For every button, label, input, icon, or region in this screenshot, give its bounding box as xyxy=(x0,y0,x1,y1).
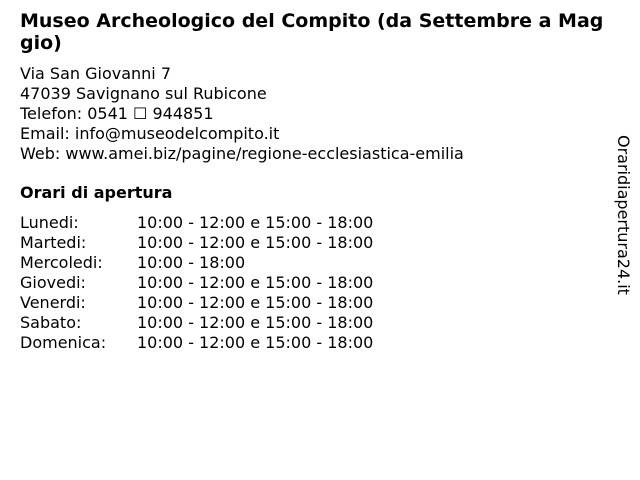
day-label: Giovedi: xyxy=(20,273,86,292)
email-address: Email: info@museodelcompito.it xyxy=(20,124,280,143)
day-label: Mercoledi: xyxy=(20,253,103,272)
hours-row xyxy=(20,233,373,253)
time-value: 10:00 - 12:00 e 15:00 - 18:00 xyxy=(137,313,374,332)
time-value: 10:00 - 12:00 e 15:00 - 18:00 xyxy=(137,213,374,232)
city-address: 47039 Savignano sul Rubicone xyxy=(20,84,267,103)
hours-table xyxy=(20,213,373,353)
hours-row xyxy=(20,313,373,333)
time-value: 10:00 - 12:00 e 15:00 - 18:00 xyxy=(137,293,374,312)
hours-row xyxy=(20,213,373,233)
day-label: Sabato: xyxy=(20,313,82,332)
time-value: 10:00 - 18:00 xyxy=(137,253,246,272)
hours-row xyxy=(20,253,373,273)
street-address: Via San Giovanni 7 xyxy=(20,64,172,83)
address-block xyxy=(20,64,600,164)
day-label: Domenica: xyxy=(20,333,107,352)
hours-row xyxy=(20,293,373,313)
page-title: Museo Archeologico del Compito (da Settembre a Maggio) xyxy=(20,10,604,54)
website-link: Web: www.amei.biz/pagine/regione-ecclesiastica-emilia xyxy=(20,144,464,163)
day-label: Lunedi: xyxy=(20,213,79,232)
day-label: Venerdi: xyxy=(20,293,86,312)
time-value: 10:00 - 12:00 e 15:00 - 18:00 xyxy=(137,233,374,252)
hours-heading: Orari di apertura xyxy=(20,183,173,202)
hours-row xyxy=(20,273,373,293)
site-watermark: Oraridiapertura24.it xyxy=(614,135,633,295)
phone-number: Telefon: 0541 ☐ 944851 xyxy=(20,104,214,123)
day-label: Martedi: xyxy=(20,233,87,252)
time-value: 10:00 - 12:00 e 15:00 - 18:00 xyxy=(137,273,374,292)
hours-row xyxy=(20,333,373,353)
time-value: 10:00 - 12:00 e 15:00 - 18:00 xyxy=(137,333,374,352)
